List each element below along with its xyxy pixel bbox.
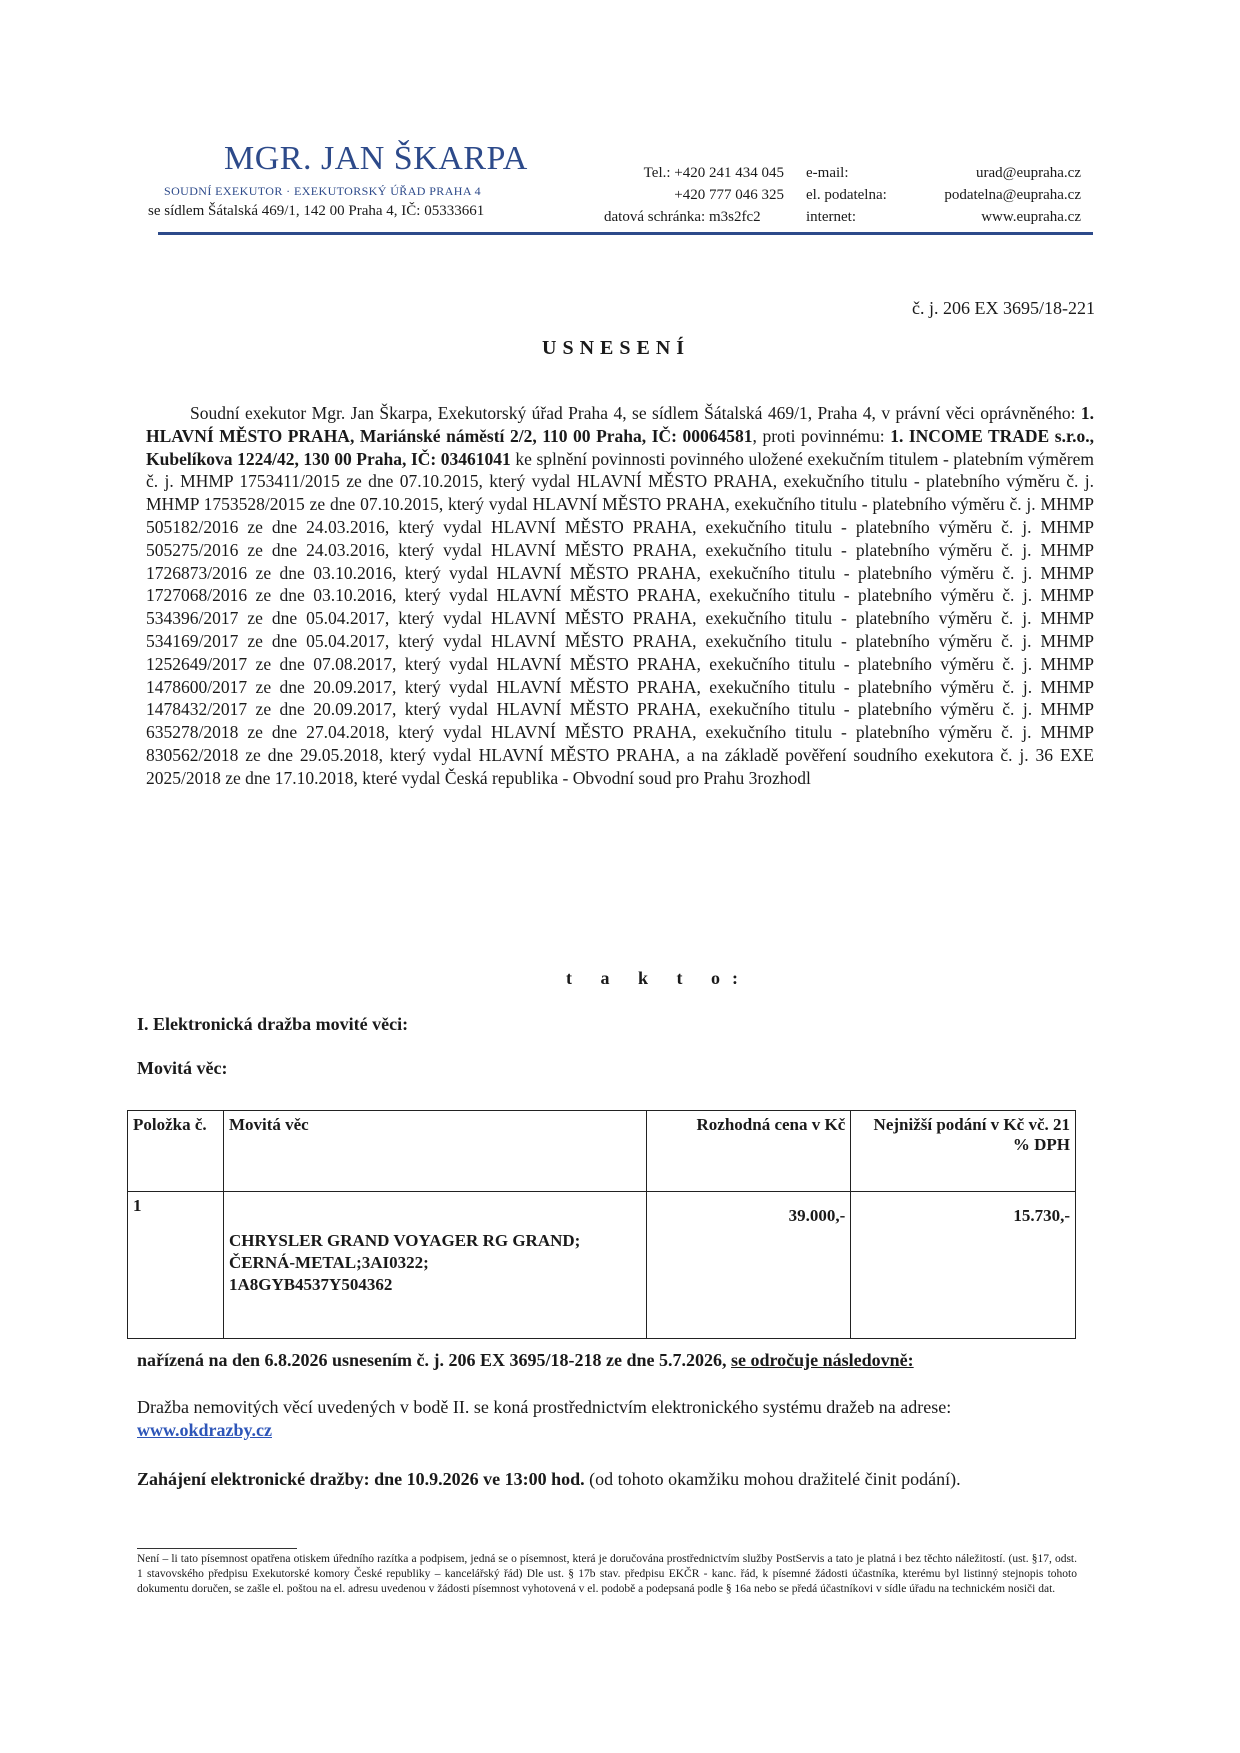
header-item: Movitá věc (223, 1111, 647, 1192)
cell-description (223, 1192, 647, 1339)
document-title: USNESENÍ (542, 337, 691, 359)
header-min-bid: Nejnižší podání v Kč vč. 21 % DPH (851, 1111, 1076, 1192)
office-address: se sídlem Šátalská 469/1, 142 00 Praha 4, IČ: 05333661 (148, 203, 485, 219)
creditor: 1. HLAVNÍ MĚSTO PRAHA, Mariánské náměstí 2/2, 110 00 Praha, IČ: 00064581 (146, 403, 1094, 446)
description-line: ČERNÁ-METAL;3AI0322; (228, 1253, 429, 1272)
ordered-statement (137, 1350, 914, 1371)
footer-divider (137, 1548, 297, 1549)
body-connector: , proti povinnému: (752, 425, 891, 446)
web-value: www.eupraha.cz (981, 209, 1081, 225)
databox: datová schránka: m3s2fc2 (604, 209, 761, 225)
phone-secondary: +420 777 046 325 (674, 187, 784, 203)
office-name: MGR. JAN ŠKARPA (224, 140, 528, 177)
section-heading: I. Elektronická dražba movité věci: (137, 1014, 409, 1034)
items-table (127, 1110, 1076, 1339)
header-price: Rozhodná cena v Kč (647, 1111, 851, 1192)
ordered-text: nařízená na den 6.8.2026 usnesením č. j. 206 EX 3695/18-218 ze dne 5.7.2026, (137, 1350, 731, 1370)
description-line: CHRYSLER GRAND VOYAGER RG GRAND; (228, 1231, 581, 1250)
body-intro: Soudní exekutor Mgr. Jan Škarpa, Exekutorský úřad Praha 4, se sídlem Šátalská 469/1, Praha 4, v právní věci oprávněného: (190, 403, 1081, 423)
auction-start-bold: Zahájení elektronické dražby: dne 10.9.2026 ve 13:00 hod. (137, 1469, 585, 1489)
table-row (128, 1192, 1076, 1339)
takto-heading: t a k t o: (566, 968, 750, 988)
cell-price: 39.000,- (647, 1192, 851, 1339)
header-divider (158, 232, 1093, 235)
phone-primary: Tel.: +420 241 434 045 (643, 165, 784, 181)
contact-values (909, 162, 1081, 228)
movable-label: Movitá věc: (137, 1058, 228, 1078)
contact-labels (806, 162, 887, 228)
auction-start-rest: (od tohoto okamžiku mohou dražitelé činit podání). (584, 1469, 961, 1489)
debtor: 1. INCOME TRADE s.r.o., Kubelíkova 1224/42, 130 00 Praha, IČ: 03461041 (146, 425, 1094, 469)
podatelna-label: el. podatelna: (806, 187, 887, 203)
auction-info (137, 1396, 1077, 1442)
office-subtitle: SOUDNÍ EXEKUTOR · EXEKUTORSKÝ ÚŘAD PRAHA 4 (164, 184, 482, 198)
email-label: e-mail: (806, 165, 849, 181)
auction-info-text: Dražba nemovitých věcí uvedených v bodě II. se koná prostřednictvím elektronického systému dražeb na adrese: (137, 1397, 952, 1417)
body-paragraph (146, 402, 1094, 790)
case-number: č. j. 206 EX 3695/18-221 (912, 298, 1095, 318)
internet-label: internet: (806, 209, 856, 225)
phone-block (604, 162, 784, 228)
cell-min-bid: 15.730,- (851, 1192, 1076, 1339)
auction-start (137, 1468, 1077, 1491)
footer-note: Není – li tato písemnost opatřena otiskem úředního razítka a podpisem, jedná se o písemnost, která je doručována prostřednictvím služby PostServis a tato je platná i bez těchto náležitostí. (ust. §17, odst. 1 stavovského předpisu Exekutorské komory České republiky – kancelářský řád) Dle ust. § 17b stav. předpisu EKČR - kanc. řád, k písemné žádosti účastníka, kterému byl listinný stejnopis tohoto dokumentu doručen, se zašle el. poštou na el. adresu uvedenou v žádosti písemnost vyhotovená v el. podobě a podepsaná podle § 16a nebo se předá účastníkovi v sídle úřadu na technickém nosiči dat. (137, 1553, 1077, 1595)
description-line: 1A8GYB4537Y504362 (228, 1275, 393, 1294)
ordered-underlined: se odročuje následovně: (731, 1350, 914, 1370)
header-item-no: Položka č. (128, 1111, 224, 1192)
cell-item-no: 1 (128, 1192, 224, 1339)
body-titles: ke splnění povinnosti povinného uložené exekučním titulem - platebním výměrem č. j. MHMP 1753411/2015 ze dne 07.10.2015, který vydal HLAVNÍ MĚSTO PRAHA, exekučního titulu - platebního výměru č. j. MHMP 1753528/2015 ze dne 07.10.2015, který vydal HLAVNÍ MĚSTO PRAHA, exekučního titulu - platebního výměru č. j. MHMP 505182/2016 ze dne 24.03.2016, který vydal HLAVNÍ MĚSTO PRAHA, exekučního titulu - platebního výměru č. j. MHMP 505275/2016 ze dne 24.03.2016, který vydal HLAVNÍ MĚSTO PRAHA, exekučního titulu - platebního výměru č. j. MHMP 1726873/2016 ze dne 03.10.2016, který vydal HLAVNÍ MĚSTO PRAHA, exekučního titulu - platebního výměru č. j. MHMP 1727068/2016 ze dne 03.10.2016, který vydal HLAVNÍ MĚSTO PRAHA, exekučního titulu - platebního výměru č. j. MHMP 534396/2017 ze dne 05.04.2017, který vydal HLAVNÍ MĚSTO PRAHA, exekučního titulu - platebního výměru č. j. MHMP 534169/2017 ze dne 05.04.2017, který vydal HLAVNÍ MĚSTO PRAHA, exekučního titulu - platebního výměru č. j. MHMP 1252649/2017 ze dne 07.08.2017, který vydal HLAVNÍ MĚSTO PRAHA, exekučního titulu - platebního výměru č. j. MHMP 1478600/2017 ze dne 20.09.2017, který vydal HLAVNÍ MĚSTO PRAHA, exekučního titulu - platebního výměru č. j. MHMP 1478432/2017 ze dne 20.09.2017, který vydal HLAVNÍ MĚSTO PRAHA, exekučního titulu - platebního výměru č. j. MHMP 635278/2018 ze dne 27.04.2018, který vydal HLAVNÍ MĚSTO PRAHA, exekučního titulu - platebního výměru č. j. MHMP 830562/2018 ze dne 29.05.2018, který vydal HLAVNÍ MĚSTO PRAHA, a na základě pověření soudního exekutora č. j. 36 EXE 2025/2018 ze dne 17.10.2018, které vydal Česká republika - Obvodní soud pro Prahu 3rozhodl (146, 448, 1094, 788)
email-value: urad@eupraha.cz (976, 165, 1081, 181)
podatelna-value: podatelna@eupraha.cz (944, 187, 1081, 203)
auction-link[interactable]: www.okdrazby.cz (137, 1420, 272, 1440)
table-header-row (128, 1111, 1076, 1192)
